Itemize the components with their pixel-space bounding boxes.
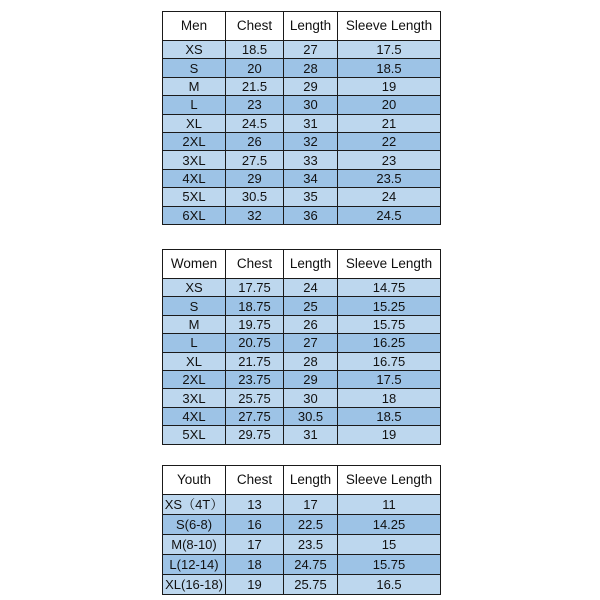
youth-sleeve-length-cell: 16.5 [338, 575, 441, 595]
men-table-row [163, 77, 441, 95]
women-size-cell: XL [163, 352, 226, 370]
men-table-row [163, 132, 441, 150]
men-size-cell: XS [163, 41, 226, 59]
youth-chest-cell: 17 [226, 535, 284, 555]
men-chest-cell: 26 [226, 132, 284, 150]
youth-length-cell: 17 [284, 495, 338, 515]
women-sleeve-length-cell: 17.5 [338, 370, 441, 388]
women-length-cell: 26 [284, 315, 338, 333]
women-header-sleeve-length: Sleeve Length [338, 250, 441, 279]
youth-header-label: Youth [163, 466, 226, 495]
women-sleeve-length-cell: 18 [338, 389, 441, 407]
men-header-chest: Chest [226, 12, 284, 41]
women-size-cell: XS [163, 279, 226, 297]
men-sleeve-length-cell: 18.5 [338, 59, 441, 77]
youth-table-row [163, 495, 441, 515]
women-table-row [163, 334, 441, 352]
men-sleeve-length-cell: 21 [338, 114, 441, 132]
men-size-cell: S [163, 59, 226, 77]
youth-size-cell: M(8-10) [163, 535, 226, 555]
men-length-cell: 31 [284, 114, 338, 132]
men-table-row [163, 151, 441, 169]
youth-size-table [162, 465, 441, 595]
youth-header-chest: Chest [226, 466, 284, 495]
men-size-cell: 6XL [163, 206, 226, 224]
women-table-row [163, 389, 441, 407]
men-table-row [163, 41, 441, 59]
men-table-row [163, 169, 441, 187]
women-length-cell: 25 [284, 297, 338, 315]
youth-header-sleeve-length: Sleeve Length [338, 466, 441, 495]
youth-length-cell: 22.5 [284, 515, 338, 535]
youth-length-cell: 23.5 [284, 535, 338, 555]
women-sleeve-length-cell: 15.25 [338, 297, 441, 315]
men-length-cell: 34 [284, 169, 338, 187]
youth-length-cell: 24.75 [284, 555, 338, 575]
women-chest-cell: 23.75 [226, 370, 284, 388]
women-size-cell: 2XL [163, 370, 226, 388]
men-length-cell: 30 [284, 96, 338, 114]
men-table-body [163, 12, 441, 225]
women-chest-cell: 29.75 [226, 426, 284, 444]
men-header-length: Length [284, 12, 338, 41]
men-header-row [163, 12, 441, 41]
women-table-row [163, 315, 441, 333]
youth-sleeve-length-cell: 11 [338, 495, 441, 515]
youth-size-cell: S(6-8) [163, 515, 226, 535]
men-header-label: Men [163, 12, 226, 41]
women-length-cell: 24 [284, 279, 338, 297]
women-table-body [163, 250, 441, 445]
men-table-row [163, 206, 441, 224]
men-table-row [163, 59, 441, 77]
youth-chest-cell: 18 [226, 555, 284, 575]
women-length-cell: 31 [284, 426, 338, 444]
youth-chest-cell: 13 [226, 495, 284, 515]
women-header-label: Women [163, 250, 226, 279]
women-sleeve-length-cell: 16.25 [338, 334, 441, 352]
men-length-cell: 28 [284, 59, 338, 77]
men-chest-cell: 18.5 [226, 41, 284, 59]
men-table-row [163, 114, 441, 132]
men-sleeve-length-cell: 22 [338, 132, 441, 150]
men-table-row [163, 96, 441, 114]
men-size-cell: 3XL [163, 151, 226, 169]
women-header-row [163, 250, 441, 279]
women-table-row [163, 279, 441, 297]
women-size-cell: L [163, 334, 226, 352]
men-length-cell: 35 [284, 188, 338, 206]
youth-table-body [163, 466, 441, 595]
women-size-cell: M [163, 315, 226, 333]
women-sleeve-length-cell: 19 [338, 426, 441, 444]
women-sleeve-length-cell: 16.75 [338, 352, 441, 370]
youth-sleeve-length-cell: 14.25 [338, 515, 441, 535]
women-size-table [162, 249, 441, 445]
men-chest-cell: 23 [226, 96, 284, 114]
women-length-cell: 30 [284, 389, 338, 407]
men-sleeve-length-cell: 24 [338, 188, 441, 206]
women-sleeve-length-cell: 15.75 [338, 315, 441, 333]
women-header-chest: Chest [226, 250, 284, 279]
men-size-table [162, 11, 441, 225]
youth-sleeve-length-cell: 15.75 [338, 555, 441, 575]
youth-chest-cell: 16 [226, 515, 284, 535]
women-chest-cell: 25.75 [226, 389, 284, 407]
women-sleeve-length-cell: 14.75 [338, 279, 441, 297]
men-chest-cell: 21.5 [226, 77, 284, 95]
women-chest-cell: 17.75 [226, 279, 284, 297]
youth-header-row [163, 466, 441, 495]
women-table-row [163, 407, 441, 425]
men-chest-cell: 20 [226, 59, 284, 77]
women-table-row [163, 352, 441, 370]
men-sleeve-length-cell: 19 [338, 77, 441, 95]
youth-size-cell: XL(16-18) [163, 575, 226, 595]
men-size-cell: 2XL [163, 132, 226, 150]
women-chest-cell: 21.75 [226, 352, 284, 370]
youth-sleeve-length-cell: 15 [338, 535, 441, 555]
men-length-cell: 29 [284, 77, 338, 95]
men-size-cell: 5XL [163, 188, 226, 206]
women-table-row [163, 297, 441, 315]
women-chest-cell: 18.75 [226, 297, 284, 315]
women-sleeve-length-cell: 18.5 [338, 407, 441, 425]
men-sleeve-length-cell: 23 [338, 151, 441, 169]
women-chest-cell: 20.75 [226, 334, 284, 352]
men-chest-cell: 24.5 [226, 114, 284, 132]
women-length-cell: 28 [284, 352, 338, 370]
women-size-cell: 5XL [163, 426, 226, 444]
youth-header-length: Length [284, 466, 338, 495]
men-sleeve-length-cell: 20 [338, 96, 441, 114]
men-size-cell: 4XL [163, 169, 226, 187]
women-table-row [163, 426, 441, 444]
youth-table-row [163, 575, 441, 595]
men-table-row [163, 188, 441, 206]
men-chest-cell: 27.5 [226, 151, 284, 169]
men-size-cell: XL [163, 114, 226, 132]
youth-size-cell: XS（4T） [163, 495, 226, 515]
women-chest-cell: 19.75 [226, 315, 284, 333]
men-length-cell: 32 [284, 132, 338, 150]
men-size-cell: L [163, 96, 226, 114]
women-length-cell: 30.5 [284, 407, 338, 425]
women-size-cell: 4XL [163, 407, 226, 425]
men-chest-cell: 30.5 [226, 188, 284, 206]
women-size-cell: 3XL [163, 389, 226, 407]
men-length-cell: 33 [284, 151, 338, 169]
youth-length-cell: 25.75 [284, 575, 338, 595]
women-header-length: Length [284, 250, 338, 279]
men-length-cell: 36 [284, 206, 338, 224]
men-sleeve-length-cell: 24.5 [338, 206, 441, 224]
youth-table-row [163, 555, 441, 575]
men-length-cell: 27 [284, 41, 338, 59]
men-chest-cell: 29 [226, 169, 284, 187]
youth-table-row [163, 515, 441, 535]
women-size-cell: S [163, 297, 226, 315]
men-header-sleeve-length: Sleeve Length [338, 12, 441, 41]
men-sleeve-length-cell: 23.5 [338, 169, 441, 187]
youth-table-row [163, 535, 441, 555]
youth-chest-cell: 19 [226, 575, 284, 595]
women-length-cell: 27 [284, 334, 338, 352]
youth-size-cell: L(12-14) [163, 555, 226, 575]
women-table-row [163, 370, 441, 388]
women-chest-cell: 27.75 [226, 407, 284, 425]
men-size-cell: M [163, 77, 226, 95]
men-sleeve-length-cell: 17.5 [338, 41, 441, 59]
men-chest-cell: 32 [226, 206, 284, 224]
women-length-cell: 29 [284, 370, 338, 388]
